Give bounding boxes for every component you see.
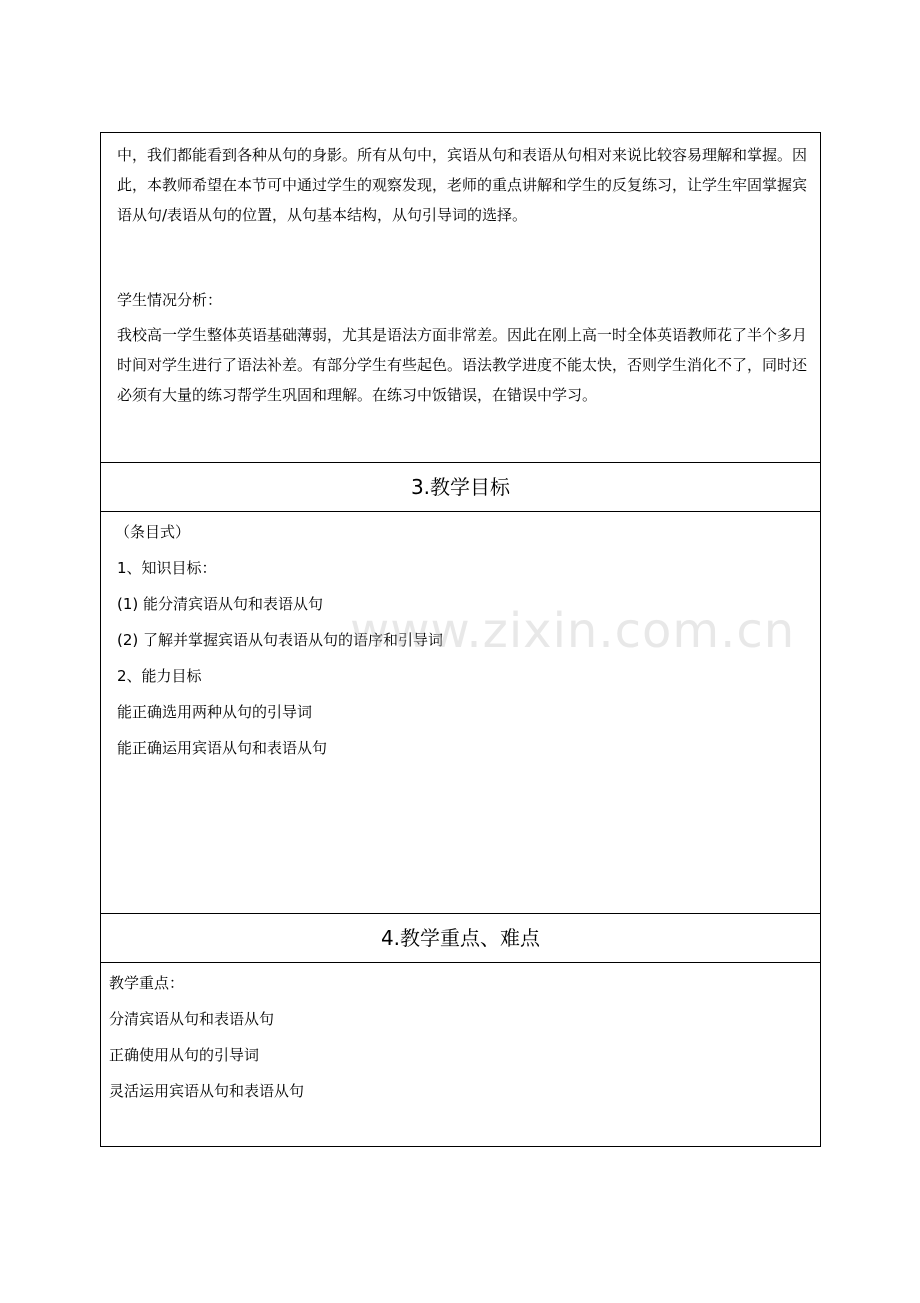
- site-watermark: www.zixin.com.cn: [350, 603, 796, 659]
- knowledge-objectives-label: 1、知识目标：: [117, 559, 217, 577]
- ability-objective-1: 能正确选用两种从句的引导词: [117, 703, 313, 721]
- key-points-heading: 4.教学重点、难点: [380, 926, 541, 950]
- teaching-objectives-heading: 3.教学目标: [410, 475, 511, 499]
- key-point-1: 分清宾语从句和表语从句: [109, 1010, 275, 1028]
- objectives-format-note: （条目式）: [115, 523, 191, 541]
- background-analysis-cell: [101, 133, 820, 462]
- teaching-objectives-heading-cell: [101, 462, 820, 512]
- ability-objective-2: 能正确运用宾语从句和表语从句: [117, 739, 328, 757]
- key-points-heading-cell: [101, 913, 820, 963]
- knowledge-objective-1: (1) 能分清宾语从句和表语从句: [117, 595, 324, 613]
- student-analysis-paragraph: 我校高一学生整体英语基础薄弱，尤其是语法方面非常差。因此在刚上高一时全体英语教师花了半个多月时间对学生进行了语法补差。有部分学生有些起色。语法教学进度不能太快，否则学生消化不了，同时还必须有大量的练习帮学生巩固和理解。在练习中饭错误，在错误中学习。: [117, 326, 808, 404]
- key-point-3: 灵活运用宾语从句和表语从句: [109, 1082, 305, 1100]
- student-analysis-label: 学生情况分析：: [117, 291, 223, 309]
- key-points-label: 教学重点：: [109, 974, 185, 992]
- teaching-objectives-cell: [101, 512, 820, 913]
- ability-objectives-label: 2、能力目标: [117, 667, 202, 685]
- textbook-analysis-paragraph: 中，我们都能看到各种从句的身影。所有从句中，宾语从句和表语从句相对来说比较容易理解和掌握。因此，本教师希望在本节可中通过学生的观察发现，老师的重点讲解和学生的反复练习，让学生牢固掌握宾语从句/表语从句的位置，从句基本结构，从句引导词的选择。: [117, 146, 808, 224]
- knowledge-objective-2: (2) 了解并掌握宾语从句表语从句的语序和引导词: [117, 631, 444, 649]
- key-points-cell: [101, 963, 820, 1148]
- key-point-2: 正确使用从句的引导词: [109, 1046, 260, 1064]
